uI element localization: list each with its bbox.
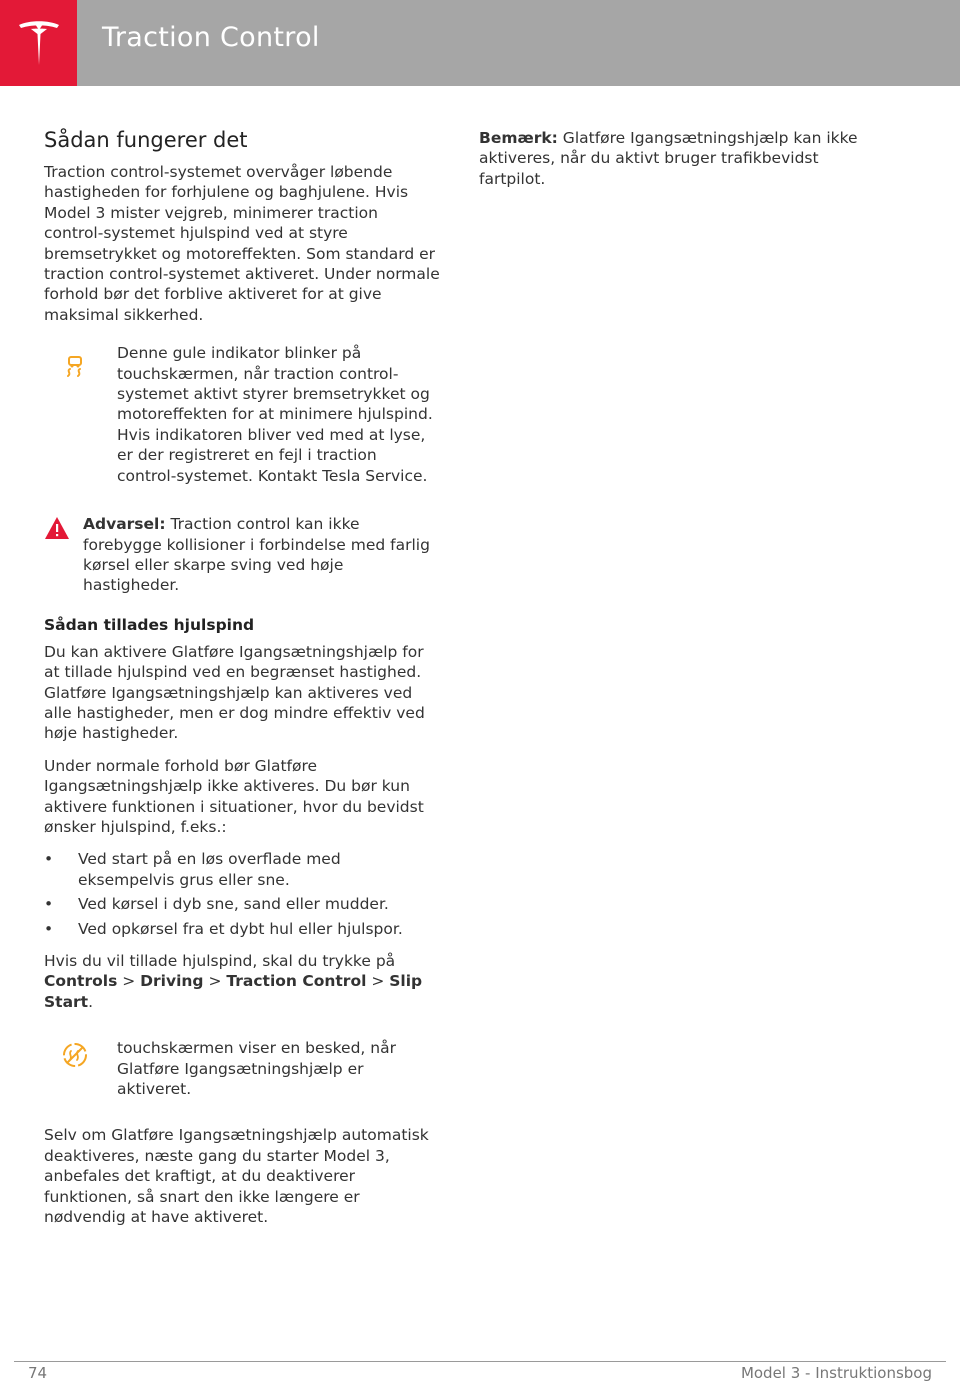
note-body: Glatføre Igangsætningshjælp kan ikke aktiveres, når du aktivt bruger trafikbevidst fartpilot. (479, 129, 858, 188)
list-item: • Ved start på en løs overflade med eksempelvis grus eller sne. (44, 849, 440, 890)
tesla-logo-icon (17, 19, 61, 67)
menu-path-traction-control: Traction Control (226, 972, 367, 991)
closing-paragraph: Selv om Glatføre Igangsætningshjælp automatisk deaktiveres, næste gang du starter Model 3, anbefales det kraftigt, at du deaktiverer funktionen, så snart den ikke længere er nødvendig at have aktiveret. (44, 1126, 429, 1227)
list-item: • Ved kørsel i dyb sne, sand eller mudder. (44, 894, 440, 914)
warning-triangle-icon (44, 516, 70, 540)
bullet-list (44, 849, 440, 939)
page-number: 74 (28, 1364, 48, 1382)
traction-control-indicator-icon (62, 355, 88, 381)
list-item: • Ved opkørsel fra et dybt hul eller hjulspor. (44, 919, 440, 939)
footer-divider (14, 1361, 946, 1362)
traction-off-indicator-icon (62, 1042, 88, 1068)
right-column (479, 128, 859, 201)
paragraph-2: Under normale forhold bør Glatføre Igangsætningshjælp ikke aktiveres. Du bør kun aktivere funktionen i situationer, hvor du bevidst ønsker hjulspind, f.eks.: (44, 756, 424, 836)
menu-path-end: . (88, 992, 94, 1011)
slipstart-note-text: touchskærmen viser en besked, når Glatføre Igangsætningshjælp er aktiveret. (117, 1039, 396, 1099)
warning-box (44, 514, 440, 596)
menu-path-slip-start: Slip Start (44, 972, 423, 1011)
tesla-logo (0, 0, 77, 86)
intro-paragraph: Traction control-systemet overvåger løbende hastigheden for forhjulene og baghjulene. Hvis Model 3 mister vejgreb, minimerer traction control-systemet hjulspind ved at styre bremsetrykket og motoreffekten. Som standard er traction control-systemet aktiveret. Under normale forhold bør det forblive aktiveret for at give maksimal sikkerhed. (44, 163, 440, 324)
warning-body: Traction control kan ikke forebygge kollisioner i forbindelse med farlig kørsel eller skarpe sving ved høje hastigheder. (83, 515, 430, 595)
slipstart-note (44, 1038, 440, 1099)
page-title: Traction Control (102, 22, 320, 53)
menu-path-paragraph (44, 951, 440, 1012)
indicator-note (44, 343, 440, 486)
warning-label: Advarsel: (83, 515, 166, 534)
note-label: Bemærk: (479, 129, 558, 147)
menu-path-sep: > (203, 972, 227, 991)
footer-doc-title: Model 3 - Instruktionsbog (740, 1364, 932, 1382)
section-heading: Sådan fungerer det (44, 128, 248, 152)
note-paragraph (479, 128, 859, 189)
menu-path-intro: Hvis du vil tillade hjulspind, skal du trykke på (44, 952, 396, 970)
warning-text (83, 514, 440, 596)
left-column (44, 128, 440, 1239)
subheading: Sådan tillades hjulspind (44, 615, 255, 634)
paragraph-1: Du kan aktivere Glatføre Igangsætningshjælp for at tillade hjulspind ved en begrænset hastighed. Glatføre Igangsætningshjælp kan aktiveres ved alle hastigheder, men er dog mindre effektiv ved høje hastigheder. (44, 642, 425, 743)
page-header (0, 0, 960, 86)
indicator-note-text: Denne gule indikator blinker på touchskærmen, når traction control-systemet aktivt styrer bremsetrykket og motoreffekten for at minimere hjulspind. Hvis indikatoren bliver ved med at lyse, er der registreret en fejl i traction control-systemet. Kontakt Tesla Service. (117, 344, 433, 485)
menu-path-driving: Driving (140, 972, 204, 991)
menu-path-sep: > (117, 972, 141, 991)
menu-path-controls: Controls (44, 972, 118, 991)
menu-path-sep: > (366, 972, 390, 991)
